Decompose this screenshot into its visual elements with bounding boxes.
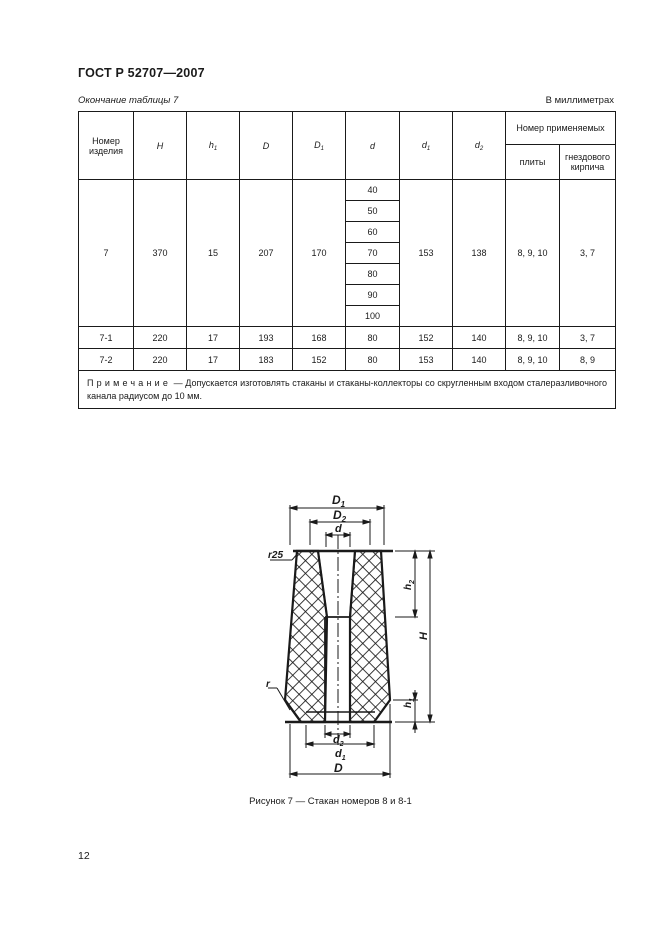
label-D1: $D_1$ — [332, 493, 346, 509]
cell-D: 207 — [240, 180, 293, 327]
figure-caption: Рисунок 7 — Стакан номеров 8 и 8-1 — [249, 796, 412, 807]
cell-brick: 3, 7 — [560, 327, 616, 349]
label-r25: r25 — [268, 550, 284, 561]
header-h1: $h_1$ — [187, 112, 240, 180]
document-header-title: ГОСТ Р 52707—2007 — [78, 66, 205, 80]
cell-d-value: 60 — [346, 222, 400, 243]
label-d-top: d — [335, 523, 342, 535]
cell-item: 7-1 — [79, 327, 134, 349]
label-h1: $h_1$ — [403, 697, 416, 708]
cell-d: 80 — [346, 349, 400, 371]
header-plates: плиты — [506, 145, 560, 180]
cell-d2: 138 — [453, 180, 506, 327]
cell-D1: 152 — [293, 349, 346, 371]
label-D-bottom: D — [334, 761, 343, 775]
header-item-number: Номер изделия — [79, 112, 134, 180]
cell-plates: 8, 9, 10 — [506, 180, 560, 327]
table-note: Примечание — Допускается изготовлять стаканы и стаканы-коллекторы со скругленным входом сталеразливочного канала радиусом до 10 мм. — [79, 371, 616, 409]
cell-h1: 15 — [187, 180, 240, 327]
cell-d-value: 80 — [346, 264, 400, 285]
header-d2: $d_2$ — [453, 112, 506, 180]
label-r: r — [266, 679, 270, 690]
cell-d1: 153 — [400, 180, 453, 327]
header-d: d — [346, 112, 400, 180]
cell-d-value: 100 — [346, 306, 400, 327]
label-h2: $h_2$ — [403, 579, 416, 590]
cell-d2: 140 — [453, 327, 506, 349]
label-d1-bottom: $d_1$ — [335, 748, 346, 762]
header-D1: $D_1$ — [293, 112, 346, 180]
header-D: D — [240, 112, 293, 180]
cell-h1: 17 — [187, 349, 240, 371]
cell-H: 370 — [134, 180, 187, 327]
cell-d: 80 — [346, 327, 400, 349]
cup-drawing — [262, 485, 442, 785]
cell-brick: 3, 7 — [560, 180, 616, 327]
cup-body — [285, 551, 393, 722]
cell-item: 7-2 — [79, 349, 134, 371]
cell-d2: 140 — [453, 349, 506, 371]
cell-plates: 8, 9, 10 — [506, 349, 560, 371]
header-brick: гнездового кирпича — [560, 145, 616, 180]
cell-plates: 8, 9, 10 — [506, 327, 560, 349]
table-row — [79, 180, 616, 201]
header-H: H — [134, 112, 187, 180]
cell-H: 220 — [134, 349, 187, 371]
spec-table — [78, 111, 616, 409]
cell-D1: 170 — [293, 180, 346, 327]
cell-d1: 153 — [400, 349, 453, 371]
cell-brick: 8, 9 — [560, 349, 616, 371]
cell-D1: 168 — [293, 327, 346, 349]
units-caption: В миллиметрах — [545, 95, 614, 106]
cell-item: 7 — [79, 180, 134, 327]
cell-h1: 17 — [187, 327, 240, 349]
label-D2: $D_2$ — [333, 508, 347, 524]
label-d2-bottom: $d_2$ — [333, 734, 344, 748]
header-d1: $d_1$ — [400, 112, 453, 180]
cell-d-value: 50 — [346, 201, 400, 222]
table-row — [79, 327, 616, 349]
cell-d-value: 70 — [346, 243, 400, 264]
page-number: 12 — [78, 850, 90, 862]
table-row — [79, 349, 616, 371]
cell-d-value: 90 — [346, 285, 400, 306]
table-caption: Окончание таблицы 7 — [78, 95, 179, 106]
cell-H: 220 — [134, 327, 187, 349]
cell-d-value: 40 — [346, 180, 400, 201]
cell-D: 183 — [240, 349, 293, 371]
cell-d1: 152 — [400, 327, 453, 349]
header-applied-numbers: Номер применяемых — [506, 112, 616, 145]
note-row — [79, 371, 616, 409]
label-H: H — [418, 632, 430, 640]
cell-D: 193 — [240, 327, 293, 349]
